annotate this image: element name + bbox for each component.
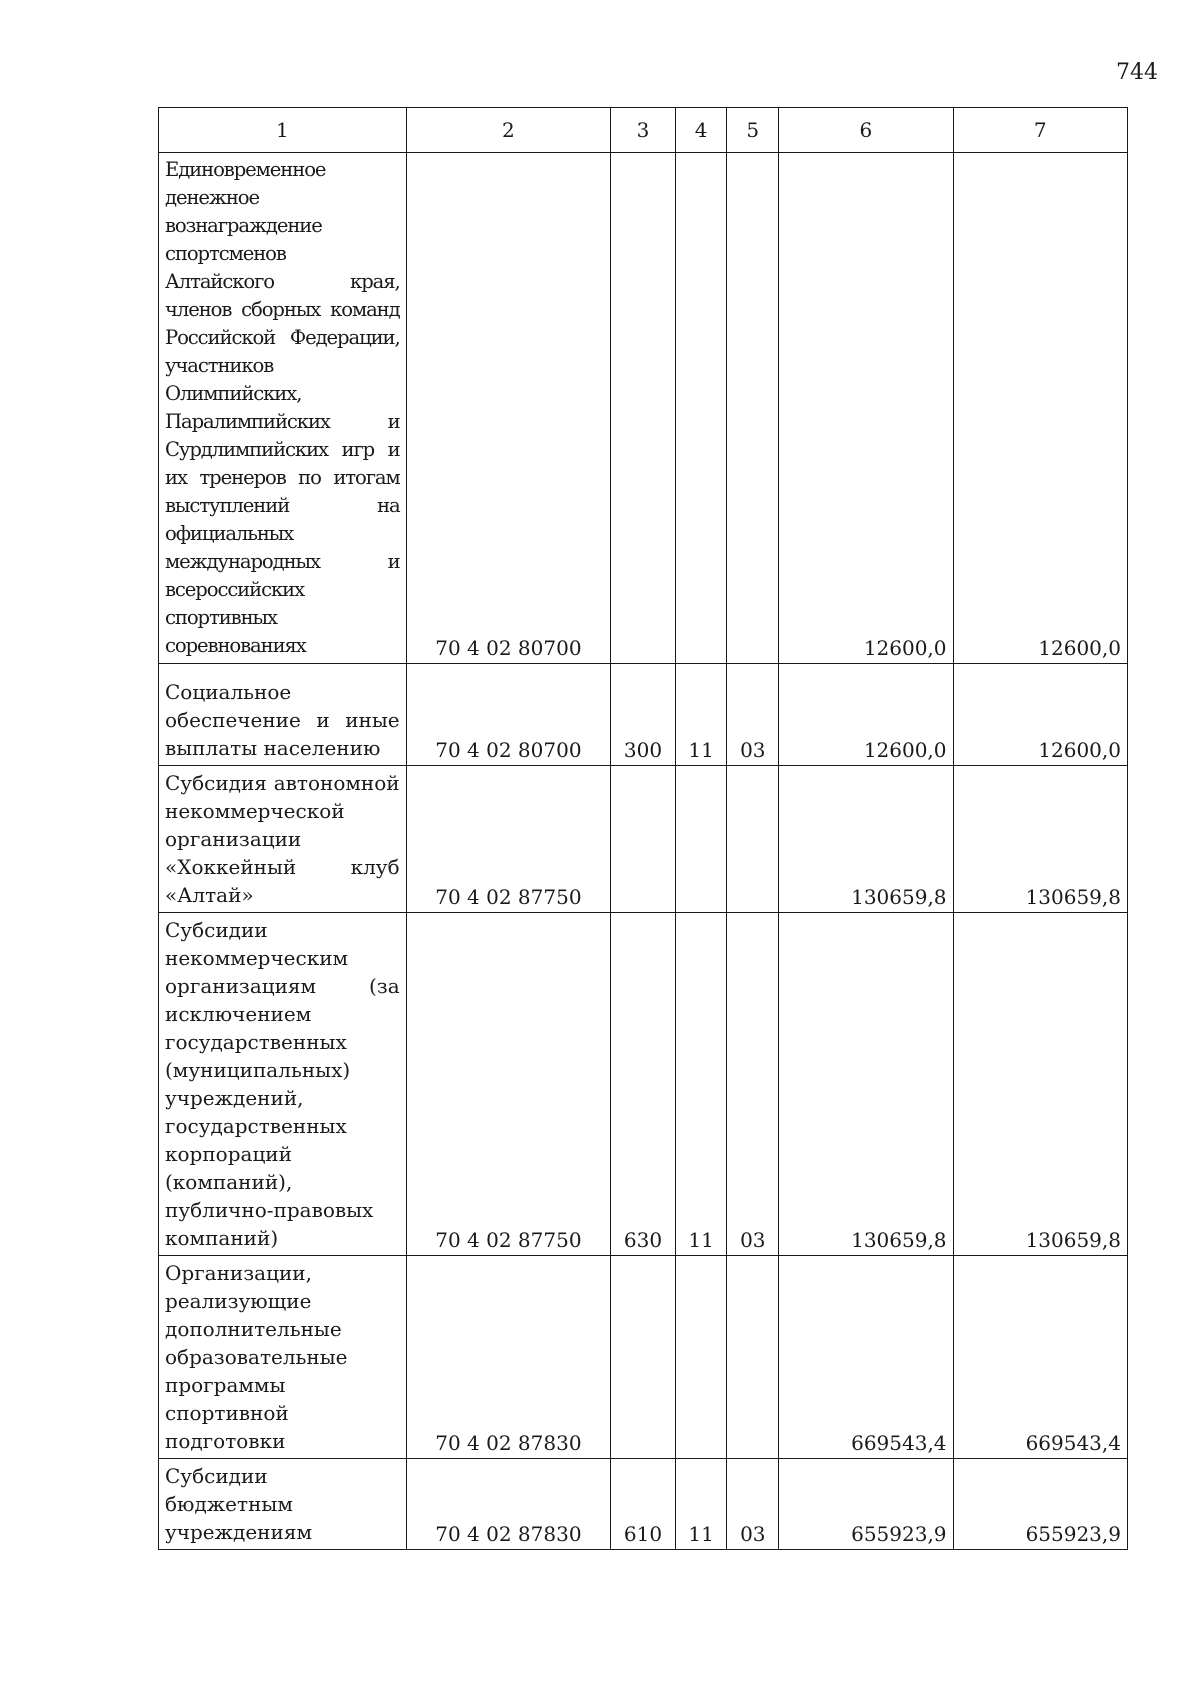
row-code: 70 4 02 87750 bbox=[406, 913, 611, 1256]
row-col7: 669543,4 bbox=[953, 1256, 1127, 1459]
row-col3: 610 bbox=[611, 1459, 676, 1550]
column-header: 7 bbox=[953, 108, 1127, 153]
row-col4: 11 bbox=[675, 664, 727, 766]
row-name: Организации, реализующие дополнительные образовательные программы спортивной подготовки bbox=[159, 1256, 407, 1459]
row-code: 70 4 02 87830 bbox=[406, 1459, 611, 1550]
row-col4: 11 bbox=[675, 913, 727, 1256]
row-col6: 130659,8 bbox=[779, 766, 953, 913]
row-col6: 130659,8 bbox=[779, 913, 953, 1256]
row-col4: 11 bbox=[675, 1459, 727, 1550]
row-col7: 12600,0 bbox=[953, 664, 1127, 766]
row-col7: 655923,9 bbox=[953, 1459, 1127, 1550]
row-code: 70 4 02 87830 bbox=[406, 1256, 611, 1459]
row-col3 bbox=[611, 766, 676, 913]
row-col7: 12600,0 bbox=[953, 153, 1127, 664]
table-row bbox=[159, 766, 1128, 913]
column-header: 5 bbox=[727, 108, 779, 153]
table-row bbox=[159, 913, 1128, 1256]
row-col7: 130659,8 bbox=[953, 766, 1127, 913]
row-name: Субсидия автономной некоммерческой организации «Хоккейный клуб «Алтай» bbox=[159, 766, 407, 913]
row-name: Субсидии некоммерческим организациям (за исключением государственных (муниципальных) учреждений, государственных корпораций (компаний), публично-правовых компаний) bbox=[159, 913, 407, 1256]
row-col5: 03 bbox=[727, 664, 779, 766]
row-col5 bbox=[727, 766, 779, 913]
row-col5 bbox=[727, 153, 779, 664]
table-header-row bbox=[159, 108, 1128, 153]
row-code: 70 4 02 80700 bbox=[406, 153, 611, 664]
budget-table bbox=[158, 107, 1128, 1550]
row-col6: 12600,0 bbox=[779, 153, 953, 664]
column-header: 4 bbox=[675, 108, 727, 153]
row-col4 bbox=[675, 153, 727, 664]
table-row bbox=[159, 1459, 1128, 1550]
table-row bbox=[159, 153, 1128, 664]
table-row bbox=[159, 1256, 1128, 1459]
row-col6: 669543,4 bbox=[779, 1256, 953, 1459]
row-code: 70 4 02 80700 bbox=[406, 664, 611, 766]
table-row bbox=[159, 664, 1128, 766]
row-col7: 130659,8 bbox=[953, 913, 1127, 1256]
row-col5: 03 bbox=[727, 913, 779, 1256]
column-header: 3 bbox=[611, 108, 676, 153]
row-col3 bbox=[611, 1256, 676, 1459]
row-col5 bbox=[727, 1256, 779, 1459]
row-name: Социальное обеспечение и иные выплаты населению bbox=[159, 664, 407, 766]
row-col3 bbox=[611, 153, 676, 664]
row-name: Единовременное денежное вознаграждение спортсменов Алтайского края, членов сборных команд Российской Федерации, участников Олимпийских, Паралимпийских и Сурдлимпийских игр и их тренеров по итогам выступлений на официальных международных и всероссийских спортивных соревнованиях bbox=[159, 153, 407, 664]
row-name: Субсидии бюджетным учреждениям bbox=[159, 1459, 407, 1550]
row-col5: 03 bbox=[727, 1459, 779, 1550]
row-col3: 300 bbox=[611, 664, 676, 766]
row-col6: 12600,0 bbox=[779, 664, 953, 766]
row-col4 bbox=[675, 1256, 727, 1459]
column-header: 1 bbox=[159, 108, 407, 153]
column-header: 2 bbox=[406, 108, 611, 153]
row-code: 70 4 02 87750 bbox=[406, 766, 611, 913]
row-col3: 630 bbox=[611, 913, 676, 1256]
row-col4 bbox=[675, 766, 727, 913]
column-header: 6 bbox=[779, 108, 953, 153]
row-col6: 655923,9 bbox=[779, 1459, 953, 1550]
page-number: 744 bbox=[1116, 60, 1158, 85]
